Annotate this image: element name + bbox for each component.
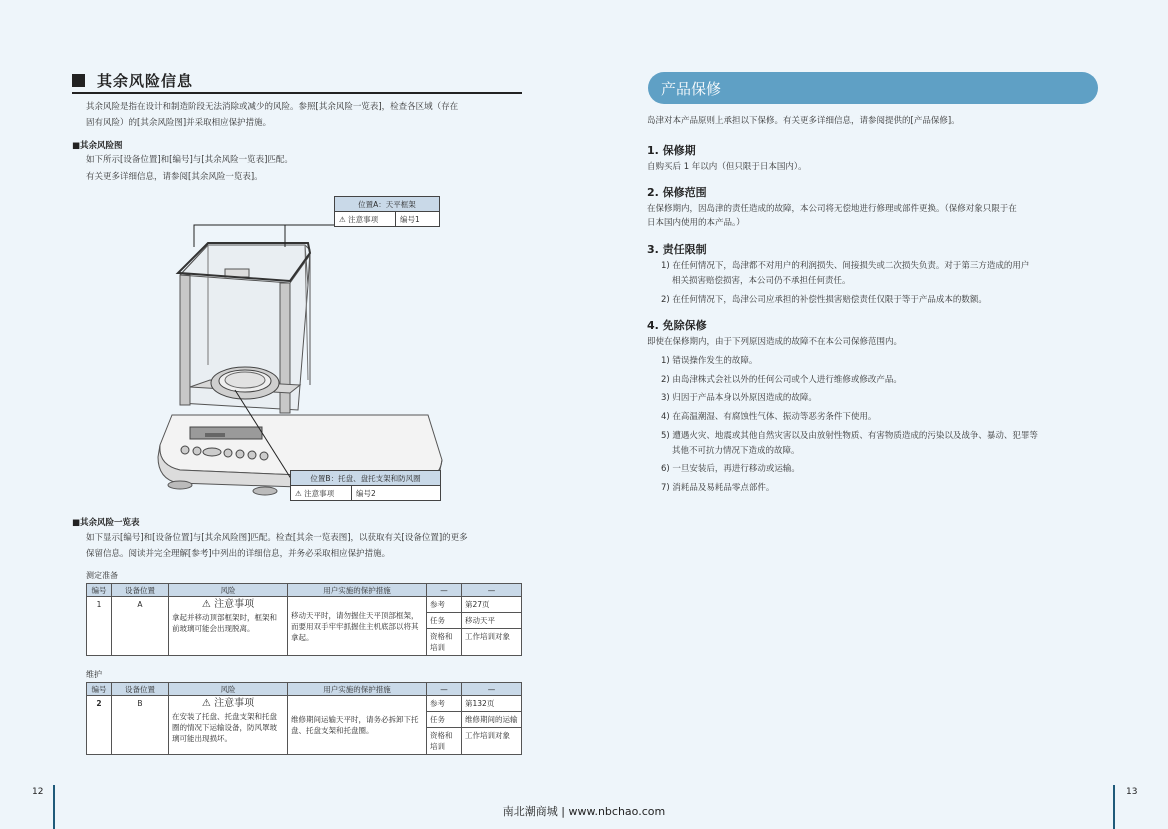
table-header-row <box>87 584 522 597</box>
risk-list-line-1: 如下显示[编号]和[设备位置]与[其余风险图]匹配。检查[其余一览表图]，以获取有关[设备位置]的更多 <box>86 533 468 543</box>
list-item: 7) 消耗品及易耗品零点部件。 <box>661 483 775 493</box>
risk-text: 拿起并移动顶部框架时，框架和前玻璃可能会出现脱离。 <box>172 613 277 633</box>
caution-label <box>172 599 284 610</box>
measure-text: 移动天平时，请勿握住天平顶部框架，而要用双手牢牢抓握住主机底部以将其拿起。 <box>288 597 427 656</box>
warning-icon: ⚠ <box>339 214 346 224</box>
callout-a-title: 位置A：天平框架 <box>335 197 440 212</box>
header-measure: 用户实施的保护措施 <box>288 584 427 597</box>
header-no: 编号 <box>87 683 112 696</box>
table2-label: 维护 <box>86 670 102 679</box>
callout-a-caution-text: 注意事项 <box>348 214 379 224</box>
risk-table-1 <box>86 583 522 656</box>
balance-drawing <box>150 195 450 505</box>
header-dash-1: — <box>427 683 462 696</box>
kv-value: 第132页 <box>462 696 522 712</box>
header-position: 设备位置 <box>112 584 169 597</box>
callout-b-title: 位置B：托盘、盘托支架和防风圈 <box>291 471 441 486</box>
callout-a-caution <box>335 212 396 227</box>
kv-key: 资格和培训 <box>427 629 462 656</box>
row-position: B <box>112 696 169 755</box>
section-4-title: 4. 免除保修 <box>647 319 707 332</box>
header-dash-2: — <box>462 683 522 696</box>
footer-site: 南北潮商城 | www.nbchao.com <box>502 805 666 818</box>
header-dash-2: — <box>462 584 522 597</box>
row-no: 1 <box>87 597 112 656</box>
row-no: 2 <box>87 696 112 755</box>
page-title: 其余风险信息 <box>97 72 194 90</box>
risk-map-heading: ■其余风险图 <box>72 141 123 151</box>
header-no: 编号 <box>87 584 112 597</box>
section-4-intro: 即使在保修期内，由于下列原因造成的故障不在本公司保修范围内。 <box>647 337 903 347</box>
section-3-title: 3. 责任限制 <box>647 243 707 256</box>
kv-key: 参考 <box>427 597 462 613</box>
caution-text: 注意事项 <box>214 698 255 709</box>
header-measure: 用户实施的保护措施 <box>288 683 427 696</box>
kv-value: 移动天平 <box>462 613 522 629</box>
section-2-text-1: 在保修期内，因岛津的责任造成的故障，本公司将无偿地进行修理或部件更换。（保修对象只限于在 <box>647 204 1017 214</box>
section-3-item-2: 2) 在任何情况下，岛津公司应承担的补偿性损害赔偿责任仅限于等于产品成本的数额。 <box>661 295 987 305</box>
warning-icon: ⚠ <box>201 599 211 610</box>
kv-key: 任务 <box>427 613 462 629</box>
row-risk <box>169 696 288 755</box>
risk-map-line-2: 有关更多详细信息，请参阅[其余风险一览表]。 <box>86 172 263 182</box>
kv-value: 工作培训对象 <box>462 629 522 656</box>
section-3-item-1a: 1) 在任何情况下，岛津都不对用户的利润损失、间接损失或二次损失负责。对于第三方造成的用户 <box>661 261 1030 271</box>
callout-position-a <box>334 196 440 227</box>
section-1-text: 自购买后 1 年以内（但只限于日本国内）。 <box>647 162 807 172</box>
caution-text: 注意事项 <box>214 599 255 610</box>
kv-key: 任务 <box>427 712 462 728</box>
callout-b-caution <box>291 486 352 501</box>
table-header-row <box>87 683 522 696</box>
kv-key: 参考 <box>427 696 462 712</box>
table-row <box>87 597 522 613</box>
row-risk <box>169 597 288 656</box>
risk-list-line-2: 保留信息。阅读并完全理解[参考]中列出的详细信息，并务必采取相应保护措施。 <box>86 549 391 559</box>
page-number-right: 13 <box>1126 787 1138 797</box>
warning-icon: ⚠ <box>295 488 302 498</box>
banner-title: 产品保修 <box>661 80 722 98</box>
warning-icon: ⚠ <box>201 698 211 709</box>
risk-text: 在安装了托盘、托盘支架和托盘圈的情况下运输设备，防风罩玻璃可能出现损坏。 <box>172 712 277 743</box>
callout-b-caution-text: 注意事项 <box>304 488 335 498</box>
kv-value: 维修期间的运输 <box>462 712 522 728</box>
section-3-item-1b: 相关损害赔偿损害，本公司仍不承担任何责任。 <box>672 276 851 286</box>
page-number-left: 12 <box>32 787 44 797</box>
list-item: 3) 归因于产品本身以外原因造成的故障。 <box>661 393 817 403</box>
callout-position-b <box>290 470 441 501</box>
list-item: 2) 由岛津株式会社以外的任何公司或个人进行维修或修改产品。 <box>661 375 902 385</box>
header-position: 设备位置 <box>112 683 169 696</box>
header-risk: 风险 <box>169 683 288 696</box>
caution-label <box>172 698 284 709</box>
section-2-title: 2. 保修范围 <box>647 186 707 199</box>
list-item: 1) 错误操作发生的故障。 <box>661 356 758 366</box>
list-item-continued: 其他不可抗力情况下造成的故障。 <box>672 446 800 456</box>
callout-b-number: 编号2 <box>352 486 441 501</box>
kv-value: 工作培训对象 <box>462 728 522 755</box>
list-item: 6) 一旦安装后，再进行移动或运输。 <box>661 464 800 474</box>
table-row <box>87 696 522 712</box>
intro-line-2: 固有风险）的[其余风险图]并采取相应保护措施。 <box>86 118 272 128</box>
table1-label: 测定准备 <box>86 571 118 580</box>
left-title <box>72 70 522 92</box>
kv-value: 第27页 <box>462 597 522 613</box>
risk-map-line-1: 如下所示[设备位置]和[编号]与[其余风险一览表]匹配。 <box>86 155 293 165</box>
warranty-banner <box>648 72 1098 104</box>
list-item: 5) 遭遇火灾、地震或其他自然灾害以及由放射性物质、有害物质造成的污染以及战争、暴动、犯罪等 <box>661 431 1038 441</box>
title-underline <box>72 92 522 94</box>
callout-a-number: 编号1 <box>396 212 440 227</box>
section-2-text-2: 日本国内使用的本产品。） <box>647 218 745 228</box>
row-position: A <box>112 597 169 656</box>
intro-line-1: 其余风险是指在设计和制造阶段无法消除或减少的风险。参照[其余风险一览表]，检查各区域（存在 <box>86 102 459 112</box>
measure-text: 维修期间运输天平时，请务必拆卸下托盘、托盘支架和托盘圈。 <box>288 696 427 755</box>
square-bullet-icon <box>72 74 85 87</box>
section-1-title: 1. 保修期 <box>647 144 696 157</box>
risk-table-2 <box>86 682 522 755</box>
balance-illustration <box>150 195 450 505</box>
risk-list-heading: ■其余风险一览表 <box>72 518 140 528</box>
warranty-intro: 岛津对本产品原则上承担以下保修。有关更多详细信息，请参阅提供的[产品保修]。 <box>647 116 960 126</box>
header-risk: 风险 <box>169 584 288 597</box>
kv-key: 资格和培训 <box>427 728 462 755</box>
header-dash-1: — <box>427 584 462 597</box>
list-item: 4) 在高温潮湿、有腐蚀性气体、振动等恶劣条件下使用。 <box>661 412 877 422</box>
